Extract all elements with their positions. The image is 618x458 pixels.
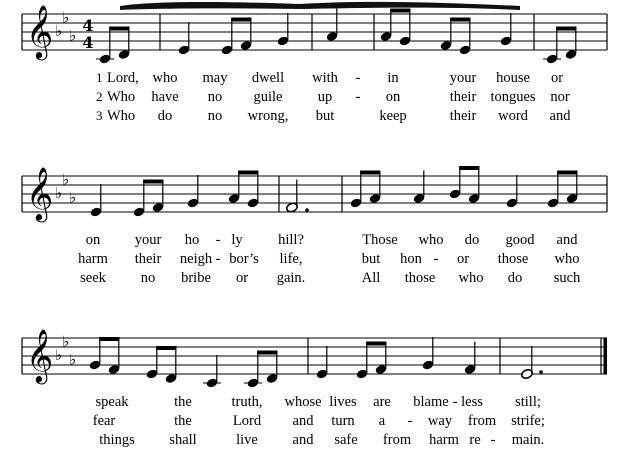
- lyric-syllable: life,: [279, 251, 303, 267]
- flat-icon: ♭: [62, 8, 70, 27]
- lyric-syllable: Who: [107, 89, 136, 105]
- flat-icon: ♭: [69, 350, 77, 369]
- flat-icon: ♭: [55, 22, 63, 40]
- lyric-syllable: do: [507, 270, 523, 286]
- lyric-syllable: such: [553, 270, 581, 286]
- flat-icon: ♭: [69, 188, 77, 207]
- lyric-syllable: -: [452, 394, 458, 410]
- lyric-syllable: ho: [184, 232, 200, 248]
- lyric-syllable: turn: [331, 413, 355, 429]
- lyric-syllable: re: [469, 432, 481, 448]
- lyric-syllable: no: [207, 108, 223, 124]
- lyric-syllable: their: [134, 251, 162, 267]
- lyric-syllable: those: [497, 251, 529, 267]
- lyric-syllable: shall: [169, 432, 197, 448]
- lyric-syllable: good: [505, 232, 535, 248]
- lyric-syllable: and: [292, 432, 314, 448]
- lyric-syllable: up: [317, 89, 333, 105]
- treble-clef-icon: 𝄞: [26, 166, 54, 220]
- lyric-syllable: who: [152, 70, 178, 86]
- lyric-syllable: your: [449, 70, 477, 86]
- lyric-syllable: the: [174, 394, 192, 410]
- lyric-syllable: who: [554, 251, 580, 267]
- lyric-syllable: lives: [329, 394, 357, 410]
- lyrics-system-1: [107, 70, 571, 124]
- lyric-syllable: still;: [515, 394, 541, 410]
- lyric-syllable: tongues: [490, 89, 536, 105]
- flat-icon: ♭: [62, 170, 70, 189]
- lyric-syllable: house: [496, 70, 530, 86]
- flat-icon: ♭: [69, 26, 77, 45]
- lyric-syllable: who: [458, 270, 484, 286]
- note-beam: [238, 171, 258, 175]
- lyric-syllable: Lord: [232, 413, 262, 429]
- lyric-syllable: keep: [379, 108, 407, 124]
- lyric-syllable: but: [315, 108, 335, 124]
- final-barline-icon: [604, 338, 608, 374]
- lyric-syllable: no: [140, 270, 156, 286]
- lyric-syllable: and: [549, 108, 571, 124]
- note-beam: [360, 171, 380, 175]
- note-beam: [459, 166, 479, 170]
- lyric-syllable: -: [215, 232, 221, 248]
- lyric-syllable: on: [85, 232, 101, 248]
- note-beam: [156, 346, 176, 350]
- lyric-syllable: truth,: [231, 394, 263, 410]
- note-beam: [99, 337, 119, 341]
- lyric-syllable: gain.: [276, 270, 306, 286]
- lyric-syllable: or: [550, 70, 564, 86]
- lyric-syllable: have: [151, 89, 179, 105]
- lyric-syllable: or: [456, 251, 470, 267]
- lyric-syllable: hon: [400, 251, 422, 267]
- lyric-syllable: way: [427, 413, 453, 429]
- lyric-syllable: word: [498, 108, 528, 124]
- lyric-syllable: bribe: [181, 270, 211, 286]
- lyric-syllable: strife;: [511, 413, 545, 429]
- lyric-syllable: or: [235, 270, 249, 286]
- lyric-syllable: do: [157, 108, 173, 124]
- lyrics-system-3: [93, 394, 545, 448]
- lyric-syllable: do: [464, 232, 480, 248]
- lyric-syllable: neigh: [179, 251, 213, 267]
- augmentation-dot: [305, 208, 309, 212]
- treble-clef-icon: 𝄞: [26, 4, 54, 58]
- lyric-syllable: from: [467, 413, 497, 429]
- lyric-syllable: harm: [78, 251, 108, 267]
- note-beam: [143, 180, 163, 184]
- time-signature-top: 4: [82, 16, 94, 35]
- lyric-syllable: wrong,: [247, 108, 289, 124]
- lyric-syllable: their: [449, 108, 477, 124]
- lyric-syllable: -: [355, 89, 361, 105]
- lyric-syllable: a: [378, 413, 386, 429]
- lyric-syllable: and: [556, 232, 578, 248]
- lyric-syllable: dwell: [251, 70, 285, 86]
- verse-number: 1: [96, 70, 103, 85]
- lyric-syllable: Those: [362, 232, 398, 248]
- lyric-syllable: Lord,: [107, 70, 139, 86]
- note-beam: [257, 351, 277, 355]
- lyric-syllable: speak: [95, 394, 129, 410]
- lyric-syllable: on: [385, 89, 401, 105]
- lyric-syllable: -: [215, 251, 221, 267]
- verse-number: 2: [96, 89, 103, 104]
- flat-icon: ♭: [55, 184, 63, 202]
- augmentation-dot: [539, 370, 543, 374]
- lyric-syllable: main.: [511, 432, 545, 448]
- lyric-syllable: Who: [107, 108, 136, 124]
- note-beam: [556, 27, 576, 31]
- lyric-syllable: and: [292, 413, 314, 429]
- flat-icon: ♭: [55, 346, 63, 364]
- lyric-syllable: guile: [253, 89, 283, 105]
- lyric-syllable: whose: [284, 394, 322, 410]
- lyric-syllable: in: [387, 70, 399, 86]
- lyric-syllable: those: [404, 270, 436, 286]
- lyric-syllable: safe: [334, 432, 358, 448]
- lyric-syllable: nor: [550, 89, 570, 105]
- lyric-syllable: seek: [80, 270, 106, 286]
- lyric-syllable: All: [361, 270, 381, 286]
- lyric-syllable: ly: [231, 232, 243, 248]
- lyric-syllable: -: [433, 251, 439, 267]
- lyric-syllable: the: [174, 413, 192, 429]
- treble-clef-icon: 𝄞: [26, 328, 54, 382]
- lyric-syllable: hill?: [278, 232, 304, 248]
- lyric-syllable: live: [236, 432, 258, 448]
- lyrics-system-2: [78, 232, 581, 286]
- note-beam: [109, 27, 129, 31]
- scan-artifact: [120, 2, 520, 10]
- lyric-syllable: your: [134, 232, 162, 248]
- note-beam: [557, 171, 577, 175]
- lyric-syllable: from: [382, 432, 412, 448]
- flat-icon: ♭: [62, 332, 70, 351]
- lyric-syllable: -: [407, 413, 413, 429]
- lyric-syllable: harm: [429, 432, 459, 448]
- lyric-syllable: bor’s: [229, 251, 259, 267]
- lyric-syllable: -: [355, 70, 361, 86]
- lyric-syllable: are: [373, 394, 391, 410]
- lyric-syllable: with: [312, 70, 338, 86]
- note-beam: [366, 342, 386, 346]
- note-beam: [231, 18, 251, 22]
- lyric-syllable: no: [207, 89, 223, 105]
- lyric-syllable: blame: [413, 394, 449, 410]
- time-signature-bottom: 4: [82, 33, 94, 52]
- lyric-syllable: things: [99, 432, 135, 448]
- lyric-syllable: may: [202, 70, 228, 86]
- lyric-syllable: who: [418, 232, 444, 248]
- note-beam: [450, 18, 470, 22]
- verse-number: 3: [96, 108, 103, 123]
- lyric-syllable: less: [461, 394, 483, 410]
- lyric-syllable: but: [361, 251, 381, 267]
- lyric-syllable: their: [449, 89, 477, 105]
- lyric-syllable: fear: [92, 413, 116, 429]
- note-beam: [390, 9, 410, 13]
- lyric-syllable: -: [490, 432, 496, 448]
